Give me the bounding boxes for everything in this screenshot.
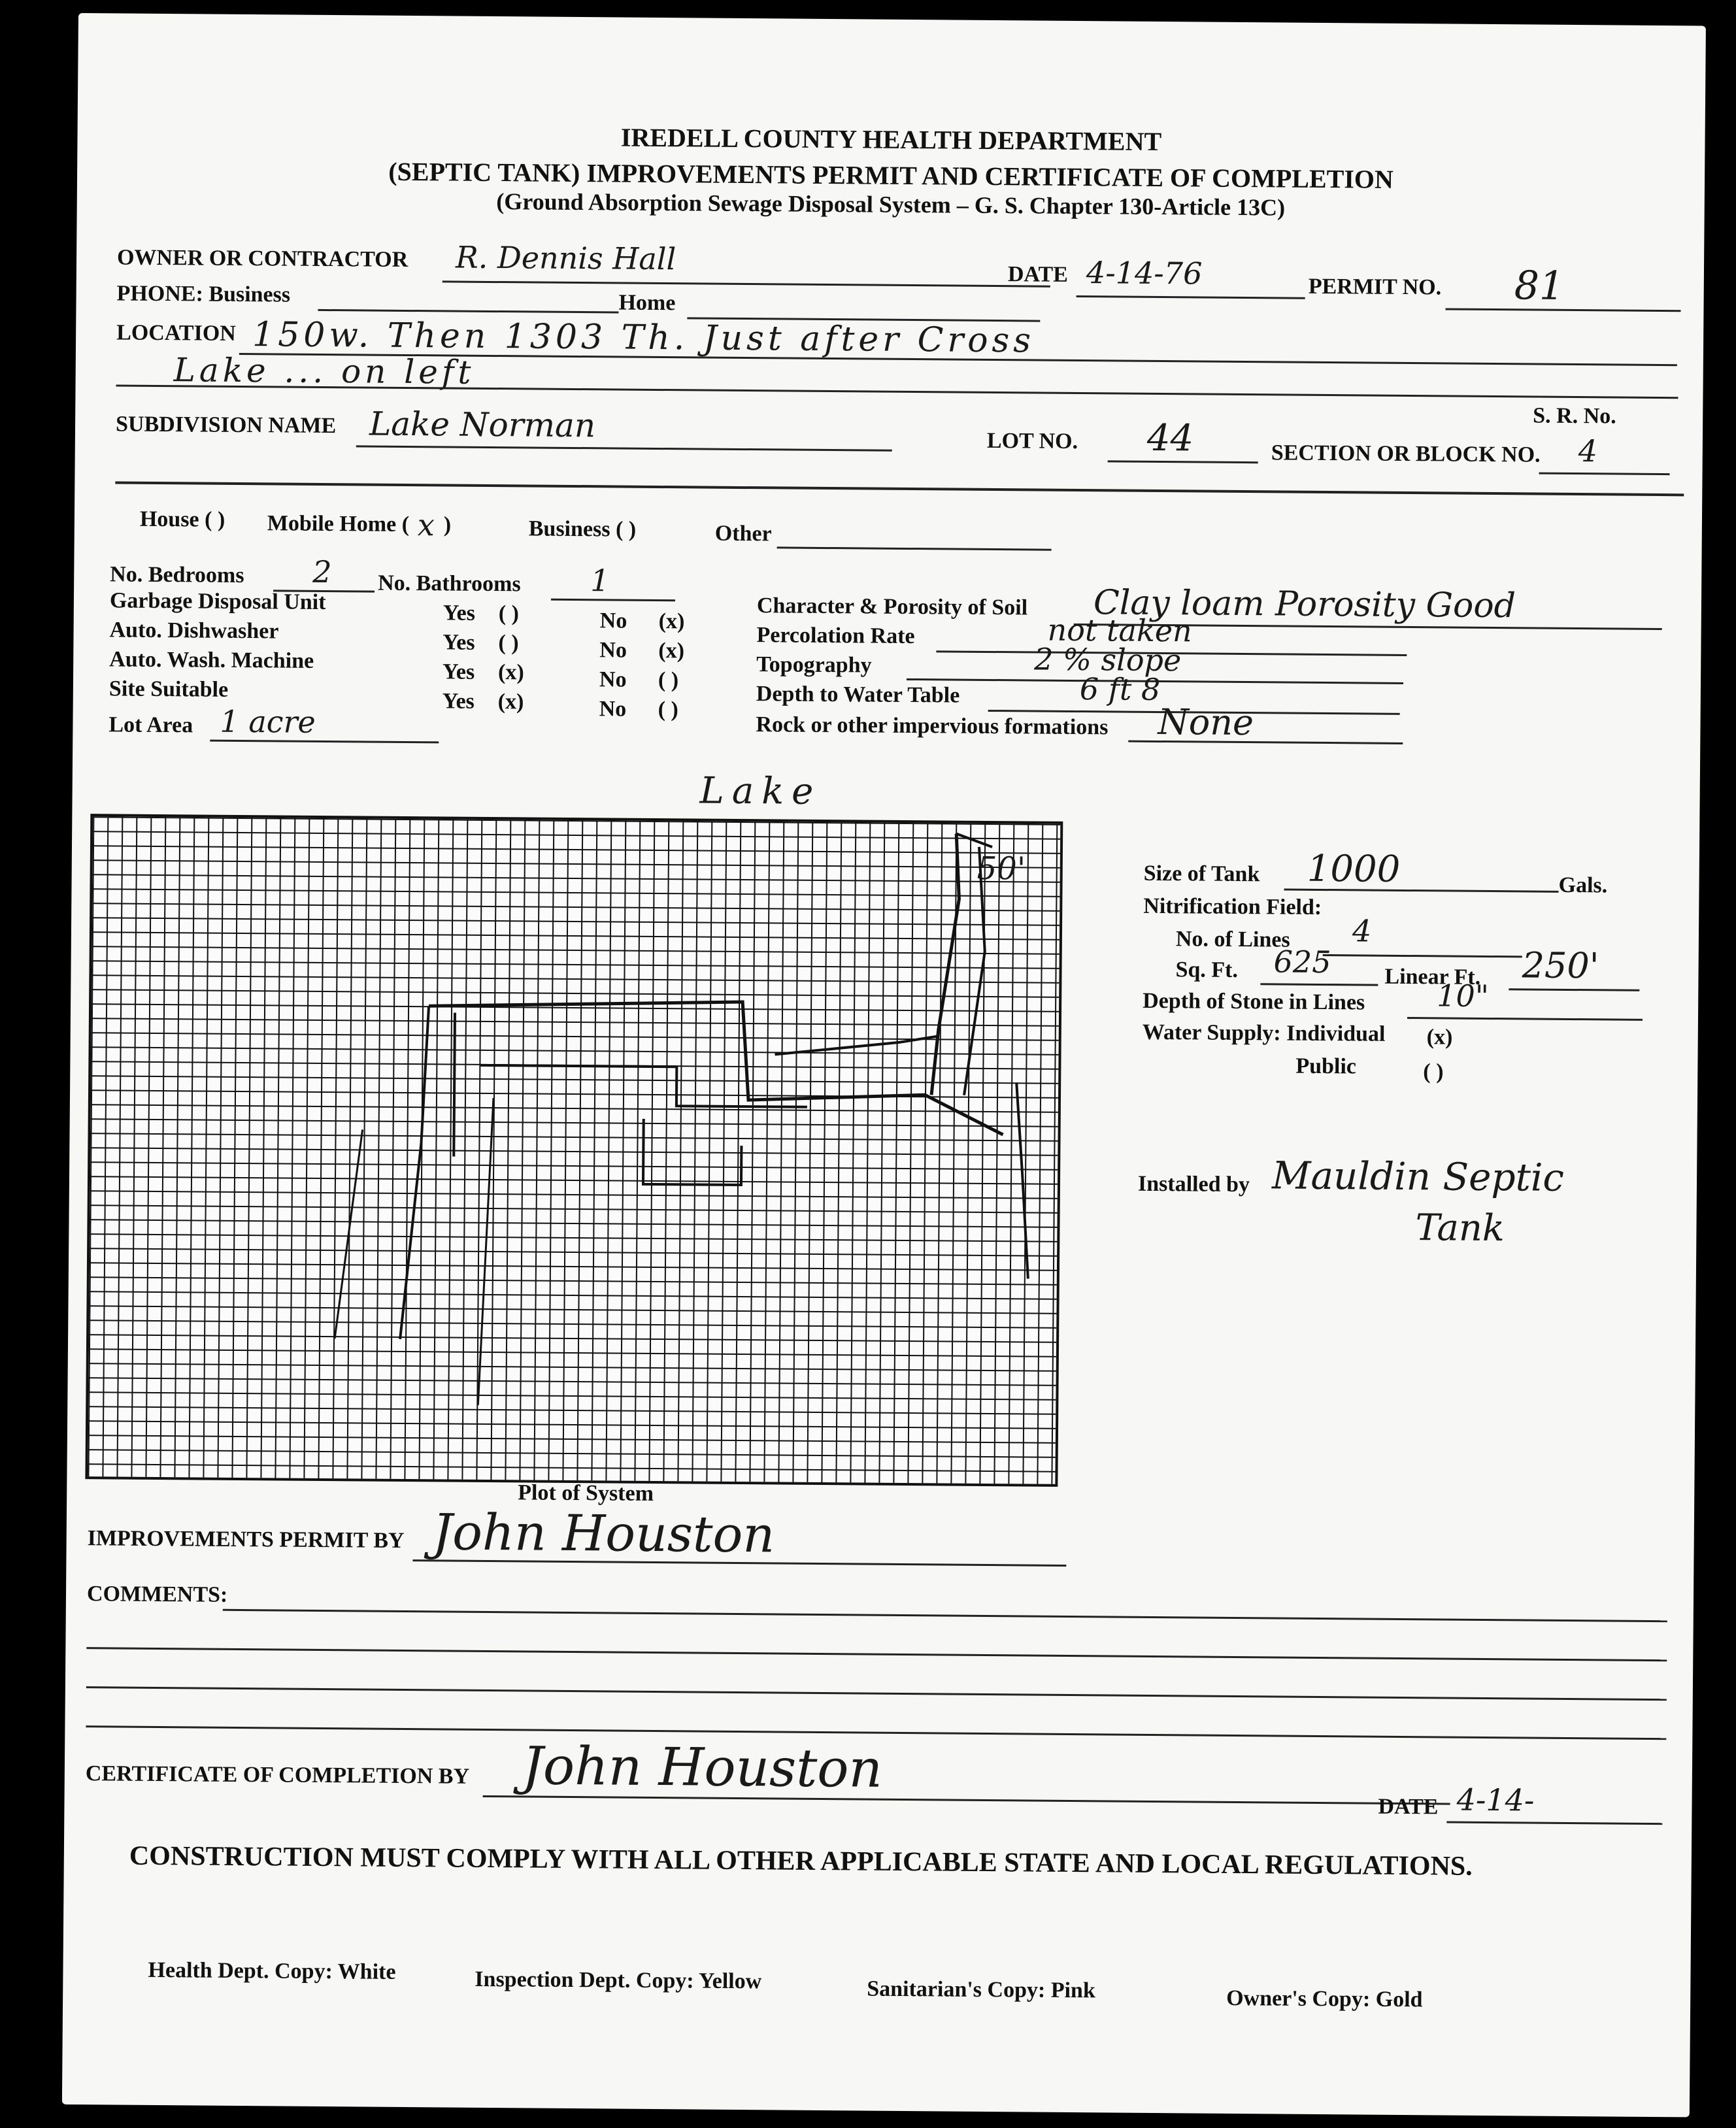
phone-home-label: Home [618,290,676,316]
completion-date-line [1446,1821,1662,1825]
tank-size-label: Size of Tank [1143,861,1260,887]
soil-character-value: Clay loam Porosity Good [1093,583,1516,626]
owner-label: OWNER OR CONTRACTOR [116,245,409,272]
business-option: Business ( ) [528,516,637,542]
plot-lake-note: Lake [699,769,822,813]
site-yes-mark: (x) [497,690,524,714]
mobile-home-paren-close: ) [443,512,452,537]
installed-by-value-2: Tank [1415,1206,1505,1250]
garbage-yes-label: Yes [442,601,476,625]
comments-line-1 [223,1609,1667,1622]
site-no-mark: ( ) [658,697,678,722]
bathrooms-value: 1 [590,563,610,599]
linear-ft-line [1509,988,1639,991]
compliance-notice: CONSTRUCTION MUST COMPLY WITH ALL OTHER APPLICABLE STATE AND LOCAL REGULATIONS. [129,1840,1473,1882]
installed-by-value: Mauldin Septic [1271,1153,1565,1200]
lot-no-value: 44 [1146,416,1194,460]
garbage-disposal-label: Garbage Disposal Unit [109,588,326,615]
bedrooms-label: No. Bedrooms [110,562,244,588]
plot-sketch [85,814,1058,1482]
section-label: SECTION OR BLOCK NO. [1271,441,1541,467]
date-label: DATE [1007,262,1069,287]
copy-sanitarian: Sanitarian's Copy: Pink [867,1976,1095,2003]
permit-no-value: 81 [1514,263,1565,309]
date-line [1077,295,1305,299]
improvements-permit-signature: John Houston [432,1503,775,1564]
form-title: (SEPTIC TANK) IMPROVEMENTS PERMIT AND CERTIFICATE OF COMPLETION [388,156,1394,194]
water-public-mark: ( ) [1423,1059,1444,1084]
nitrification-label: Nitrification Field: [1143,893,1322,920]
water-table-value: 6 ft 8 [1079,671,1161,708]
subdivision-value: Lake Norman [369,405,596,445]
sqft-value: 625 [1273,944,1331,980]
mobile-home-check: x [417,507,435,543]
owner-value: R. Dennis Hall [455,239,676,277]
completion-label: CERTIFICATE OF COMPLETION BY [85,1761,470,1789]
mobile-home-option: Mobile Home ( [267,511,410,537]
stone-depth-value: 10" [1437,978,1490,1014]
section-divider [115,481,1684,496]
lot-area-line [210,740,439,744]
rock-label: Rock or other impervious formations [756,712,1109,740]
house-option: House ( ) [139,507,225,532]
location-value-1: 150w. Then 1303 Th. Just after Cross [252,315,1035,361]
other-option-line [777,546,1052,550]
linear-ft-label: Linear Ft. [1384,964,1481,989]
location-label: LOCATION [116,320,236,346]
copy-inspection-dept: Inspection Dept. Copy: Yellow [475,1967,762,1994]
site-suitable-label: Site Suitable [108,676,229,702]
water-supply-label: Water Supply: Individual [1142,1020,1386,1046]
dishwasher-yes-mark: ( ) [498,631,519,656]
water-table-label: Depth to Water Table [756,682,960,708]
rock-value: None [1158,701,1254,744]
date-value: 4-14-76 [1086,255,1203,291]
water-individual-mark: (x) [1426,1025,1453,1050]
copy-owner: Owner's Copy: Gold [1226,1986,1423,2012]
soil-character-label: Character & Porosity of Soil [756,593,1028,620]
lines-value: 4 [1352,913,1372,949]
improvements-permit-label: IMPROVEMENTS PERMIT BY [87,1526,405,1553]
wash-machine-label: Auto. Wash. Machine [109,647,314,673]
wash-no-mark: ( ) [658,667,679,693]
plot-distance-note: 50' [976,850,1026,888]
completion-date-label: DATE [1378,1794,1439,1820]
phone-business-line [318,309,618,314]
permit-form [62,13,1706,2117]
sr-no-label: S. R. No. [1533,403,1616,429]
other-option-label: Other [714,521,772,546]
garbage-no-mark: (x) [658,609,685,634]
dishwasher-no-label: No [599,638,627,663]
section-value: 4 [1578,433,1598,469]
topography-label: Topography [756,652,872,678]
subdivision-line [356,445,892,451]
linear-ft-value: 250' [1522,944,1599,987]
subdivision-label: SUBDIVISION NAME [115,412,337,439]
dishwasher-no-mark: (x) [658,638,685,663]
garbage-no-label: No [599,608,627,633]
perc-rate-label: Percolation Rate [756,623,915,649]
lines-line [1323,954,1522,957]
location-value-2: Lake ... on left [173,351,475,391]
lot-no-line [1108,460,1258,463]
comments-line-3 [86,1686,1667,1701]
bathrooms-line [551,599,675,601]
bathrooms-label: No. Bathrooms [378,571,521,597]
water-public-label: Public [1295,1054,1357,1079]
sqft-label: Sq. Ft. [1175,957,1239,982]
site-yes-label: Yes [442,689,475,714]
garbage-yes-mark: ( ) [498,601,520,626]
bedrooms-value: 2 [312,554,332,590]
topography-value: 2 % slope [1034,641,1182,678]
lot-no-label: LOT NO. [986,428,1078,454]
sqft-line [1260,983,1378,986]
stone-depth-line [1407,1017,1643,1021]
perc-rate-value: not taken [1047,612,1192,649]
dishwasher-label: Auto. Dishwasher [109,618,279,644]
completion-signature: John Houston [522,1735,883,1799]
wash-yes-label: Yes [442,659,475,684]
lot-area-value: 1 acre [220,703,316,740]
owner-line [442,280,1050,287]
section-line [1539,473,1670,476]
tank-size-value: 1000 [1307,847,1401,891]
comments-label: COMMENTS: [86,1582,228,1607]
dishwasher-yes-label: Yes [442,630,475,655]
tank-gals-label: Gals. [1558,873,1608,898]
site-no-label: No [599,697,627,722]
copy-health-dept: Health Dept. Copy: White [148,1957,396,1984]
completion-date-value: 4-14- [1456,1782,1535,1818]
comments-line-2 [86,1647,1667,1661]
department-heading: IREDELL COUNTY HEALTH DEPARTMENT [620,122,1162,157]
lines-label: No. of Lines [1175,927,1290,952]
plot-caption: Plot of System [518,1480,654,1506]
wash-yes-mark: (x) [497,660,524,685]
installed-by-label: Installed by [1137,1171,1250,1197]
lot-area-label: Lot Area [108,712,193,738]
stone-depth-label: Depth of Stone in Lines [1143,988,1365,1015]
wash-no-label: No [599,667,627,692]
permit-no-label: PERMIT NO. [1308,274,1442,300]
form-subtitle: (Ground Absorption Sewage Disposal System – G. S. Chapter 130-Article 13C) [496,188,1286,221]
phone-business-label: PHONE: Business [116,281,291,307]
